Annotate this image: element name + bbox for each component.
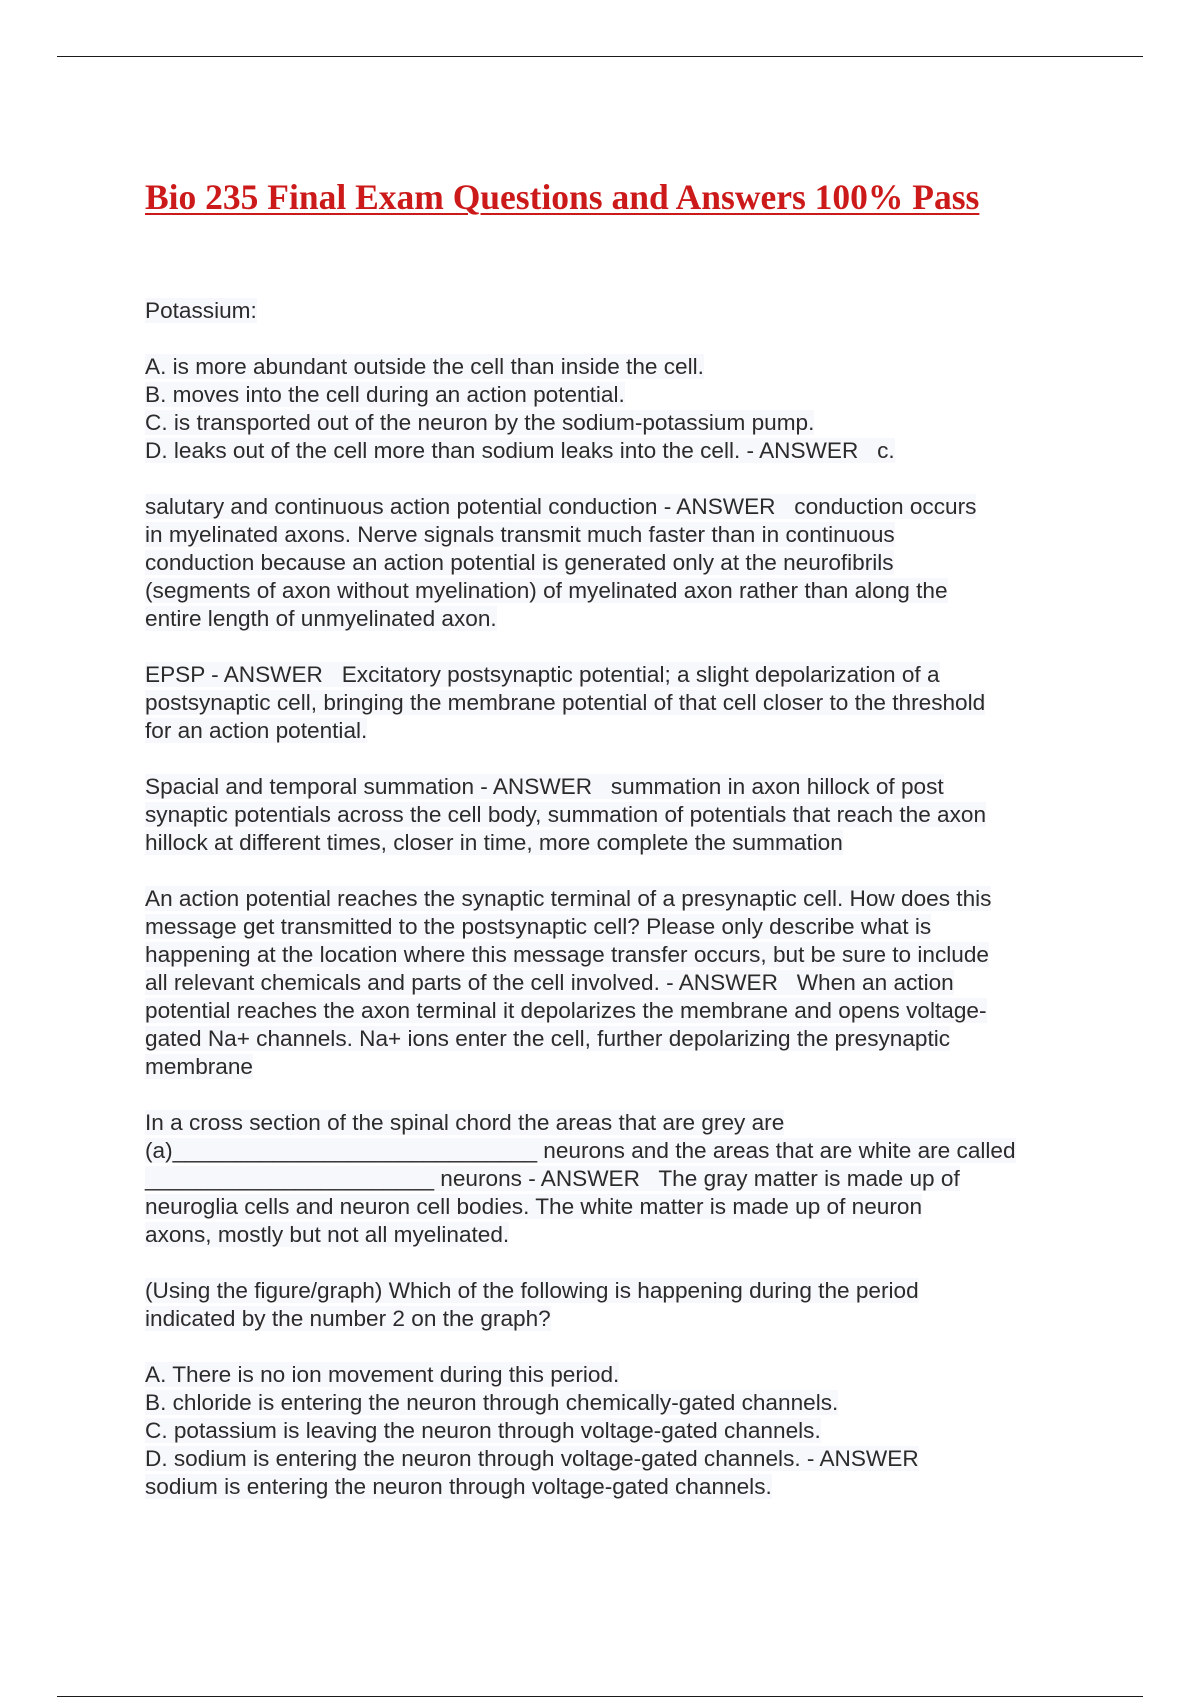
question-stem: indicated by the number 2 on the graph? xyxy=(145,1306,551,1331)
option-a: A. is more abundant outside the cell than inside the cell. xyxy=(145,354,704,379)
text-line: conduction because an action potential is generated only at the neurofibrils xyxy=(145,550,894,575)
text-line: gated Na+ channels. Na+ ions enter the cell, further depolarizing the presynaptic xyxy=(145,1026,951,1051)
question-stem: Potassium: xyxy=(145,298,257,323)
text-line: for an action potential. xyxy=(145,718,368,743)
text-line: synaptic potentials across the cell body, summation of potentials that reach the axon xyxy=(145,802,987,827)
answer-options xyxy=(145,353,1065,465)
option-b: B. moves into the cell during an action potential. xyxy=(145,382,625,407)
option-c: C. potassium is leaving the neuron through voltage-gated channels. xyxy=(145,1418,821,1443)
text-line: postsynaptic cell, bringing the membrane potential of that cell closer to the threshold xyxy=(145,690,986,715)
text-line: An action potential reaches the synaptic terminal of a presynaptic cell. How does this xyxy=(145,886,992,911)
question-graph-period xyxy=(145,1277,1065,1333)
header-rule xyxy=(57,56,1143,57)
text-line: hillock at different times, closer in time, more complete the summation xyxy=(145,830,843,855)
question-conduction xyxy=(145,493,1065,633)
footer-rule xyxy=(57,1696,1143,1697)
text-line: EPSP - ANSWER Excitatory postsynaptic potential; a slight depolarization of a xyxy=(145,662,940,687)
text-line: entire length of unmyelinated axon. xyxy=(145,606,497,631)
question-synaptic-transmission xyxy=(145,885,1065,1081)
option-c: C. is transported out of the neuron by the sodium-potassium pump. xyxy=(145,410,815,435)
text-line: Spacial and temporal summation - ANSWER summation in axon hillock of post xyxy=(145,774,944,799)
text-line: happening at the location where this message transfer occurs, but be sure to include xyxy=(145,942,990,967)
option-b: B. chloride is entering the neuron through chemically-gated channels. xyxy=(145,1390,839,1415)
question-spinal-cord xyxy=(145,1109,1065,1249)
text-line: message get transmitted to the postsynaptic cell? Please only describe what is xyxy=(145,914,932,939)
question-epsp xyxy=(145,661,1065,745)
text-line: _______________________ neurons - ANSWER The gray matter is made up of xyxy=(145,1166,960,1191)
text-line: membrane xyxy=(145,1054,253,1079)
text-line: In a cross section of the spinal chord the areas that are grey are xyxy=(145,1110,785,1135)
text-line: (a)_____________________________ neurons and the areas that are white are called xyxy=(145,1138,1016,1163)
option-d-with-answer: D. leaks out of the cell more than sodium leaks into the cell. - ANSWER c. xyxy=(145,438,895,463)
answer-text: sodium is entering the neuron through voltage-gated channels. xyxy=(145,1474,772,1499)
option-a: A. There is no ion movement during this period. xyxy=(145,1362,620,1387)
text-line: all relevant chemicals and parts of the cell involved. - ANSWER When an action xyxy=(145,970,954,995)
text-line: axons, mostly but not all myelinated. xyxy=(145,1222,510,1247)
text-line: neuroglia cells and neuron cell bodies. The white matter is made up of neuron xyxy=(145,1194,923,1219)
question-summation xyxy=(145,773,1065,857)
document-title: Bio 235 Final Exam Questions and Answers 100% Pass xyxy=(145,177,980,217)
document-body xyxy=(145,297,1065,1529)
text-line: salutary and continuous action potential conduction - ANSWER conduction occurs xyxy=(145,494,977,519)
question-potassium xyxy=(145,297,1065,325)
answer-options xyxy=(145,1361,1065,1501)
text-line: in myelinated axons. Nerve signals transmit much faster than in continuous xyxy=(145,522,895,547)
text-line: potential reaches the axon terminal it depolarizes the membrane and opens voltage- xyxy=(145,998,987,1023)
text-line: (segments of axon without myelination) of myelinated axon rather than along the xyxy=(145,578,948,603)
option-d-with-answer: D. sodium is entering the neuron through voltage-gated channels. - ANSWER xyxy=(145,1446,919,1471)
question-stem: (Using the figure/graph) Which of the following is happening during the period xyxy=(145,1278,919,1303)
